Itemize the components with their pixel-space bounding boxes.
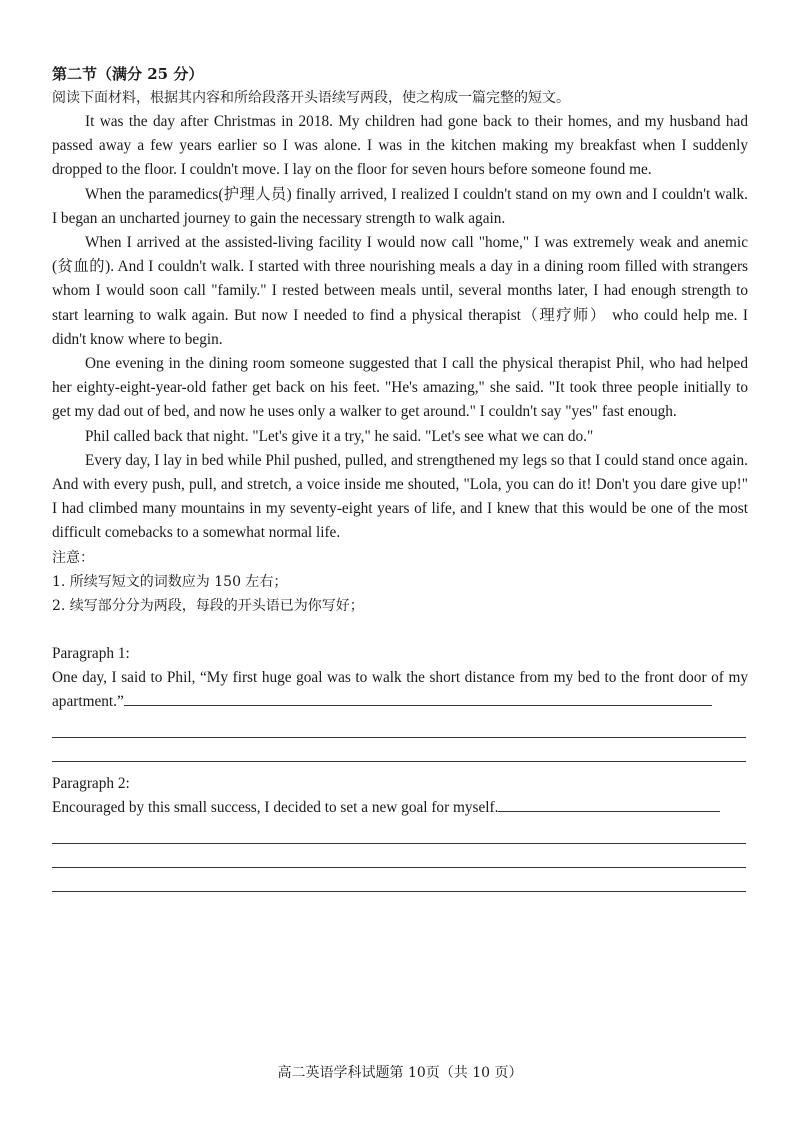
paragraph-2-opening: Encouraged by this small success, I decided to set a new goal for myself. bbox=[52, 798, 499, 816]
page-footer: 高二英语学科试题第 10页（共 10 页） bbox=[277, 1065, 523, 1081]
note-item: 1. 所续写短文的词数应为 150 左右； bbox=[52, 573, 288, 590]
passage-paragraph: Every day, I lay in bed while Phil pushed, pulled, and strengthened my legs so that I could stand once again. And with every push, pull, and stretch, a voice inside me shouted, "Lola, you can do it! Don't you dare give up!" I had climbed many mountains in my seventy-eight years of life, and I knew that this would be one of the most difficult comebacks to a somewhat normal life. bbox=[52, 451, 748, 542]
passage-paragraph: It was the day after Christmas in 2018. My children had gone back to their homes, and my husband had passed away a few years earlier so I was alone. I was in the kitchen making my breakfast when I suddenly dropped to the floor. I couldn't move. I lay on the floor for seven hours before someone found me. bbox=[52, 113, 748, 179]
paragraph-1-opening: One day, I said to Phil, “My first huge goal was to walk the short distance from my bed to the front door of my apartment.” bbox=[52, 668, 748, 710]
notes-heading: 注意： bbox=[52, 549, 94, 566]
paragraph-1-label: Paragraph 1: bbox=[52, 644, 130, 662]
writing-line[interactable] bbox=[52, 714, 746, 738]
exam-page bbox=[52, 62, 748, 892]
notes-section bbox=[52, 546, 748, 618]
section-instruction: 阅读下面材料，根据其内容和所给段落开头语续写两段，使之构成一篇完整的短文。 bbox=[52, 90, 570, 106]
passage-paragraph: When the paramedics(护理人员) finally arrived, I realized I couldn't stand on my own and I couldn't walk. I began an uncharted journey to gain the necessary strength to walk again. bbox=[52, 185, 748, 227]
passage-paragraph: One evening in the dining room someone suggested that I call the physical therapist Phil, who had helped her eighty-eight-year-old father get back on his feet. "He's amazing," she said. "It took three people initially to get my dad out of bed, and now he uses only a walker to get around." I couldn't say "yes" fast enough. bbox=[52, 355, 748, 421]
paragraph-1-block bbox=[52, 642, 748, 762]
writing-line[interactable] bbox=[52, 868, 746, 892]
paragraph-2-label: Paragraph 2: bbox=[52, 774, 130, 792]
writing-blank[interactable] bbox=[498, 797, 720, 812]
passage-paragraph: Phil called back that night. "Let's give it a try," he said. "Let's see what we can do." bbox=[85, 427, 594, 445]
paragraph-2-block bbox=[52, 772, 748, 892]
section-title: 第二节（满分 25 分） bbox=[52, 65, 204, 83]
passage-paragraph: When I arrived at the assisted-living facility I would now call "home," I was extremely weak and anemic (贫血的). And I couldn't walk. I started with three nourishing meals a day in a dining room filled with strangers whom I would soon call "family." I rested between meals until, several months later, I had enough strength to start learning to walk again. But now I needed to find a physical therapist（理疗师） who could help me. I didn't know where to begin. bbox=[52, 234, 748, 348]
writing-line[interactable] bbox=[52, 820, 746, 844]
writing-line[interactable] bbox=[52, 738, 746, 762]
writing-blank[interactable] bbox=[124, 691, 712, 706]
writing-line[interactable] bbox=[52, 844, 746, 868]
note-item: 2. 续写部分分为两段，每段的开头语已为你写好； bbox=[52, 597, 364, 614]
reading-passage bbox=[52, 110, 748, 546]
